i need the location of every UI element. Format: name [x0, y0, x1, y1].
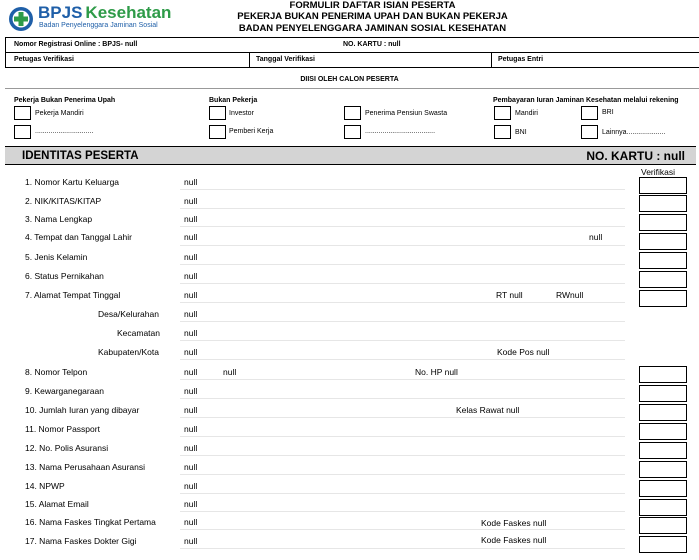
pekerja-mandiri-label: Pekerja Mandiri: [35, 110, 84, 117]
verifikasi-box[interactable]: [639, 271, 687, 288]
verifikasi-box[interactable]: [639, 536, 687, 553]
kelas-rawat-value: Kelas Rawat null: [456, 405, 520, 415]
verifikasi-box[interactable]: [639, 214, 687, 231]
field-value: null: [184, 386, 198, 396]
field-label: 9. Kewarganegaraan: [25, 386, 104, 396]
field-value: null: [184, 347, 198, 357]
lainnya-checkbox[interactable]: [581, 125, 598, 139]
field-value: null: [184, 290, 198, 300]
bukan-pekerja-title: Bukan Pekerja: [209, 97, 258, 104]
form-title-1: FORMULIR DAFTAR ISIAN PESERTA: [289, 0, 456, 11]
field-label: 12. No. Polis Asuransi: [25, 443, 109, 453]
pembayaran-title: Pembayaran Iuran Jaminan Kesehatan melalui rekening: [493, 97, 679, 104]
field-value: null: [184, 462, 198, 472]
tanggal-verifikasi-label: Tanggal Verifikasi: [256, 56, 316, 63]
hp-value: No. HP null: [415, 367, 458, 377]
verifikasi-box[interactable]: [639, 499, 687, 516]
lainnya-label: Lainnya....................: [602, 129, 666, 136]
bri-checkbox[interactable]: [581, 106, 598, 120]
field-value: null: [184, 252, 198, 262]
field-label: 1. Nomor Kartu Keluarga: [25, 177, 120, 187]
form-title-2: PEKERJA BUKAN PENERIMA UPAH DAN BUKAN PEKERJA: [237, 11, 508, 22]
registration-number: Nomor Registrasi Online : BPJS- null: [14, 41, 138, 48]
field-label: 17. Nama Faskes Dokter Gigi: [25, 536, 137, 546]
kode-faskes-value: Kode Faskes null: [481, 518, 547, 528]
petugas-verifikasi-label: Petugas Verifikasi: [14, 56, 74, 63]
identitas-kartu-number: NO. KARTU : null: [586, 149, 685, 163]
field-label: 5. Jenis Kelamin: [25, 252, 88, 262]
field-value: null: [184, 177, 198, 187]
field-value-2: null: [223, 367, 237, 377]
field-value: null: [184, 536, 198, 546]
verifikasi-box[interactable]: [639, 233, 687, 250]
field-label: 7. Alamat Tempat Tinggal: [25, 290, 121, 300]
form-title-3: BADAN PENYELENGGARA JAMINAN SOSIAL KESEHATAN: [238, 23, 507, 34]
field-value: null: [184, 196, 198, 206]
verifikasi-box[interactable]: [639, 480, 687, 497]
field-label: 6. Status Pernikahan: [25, 271, 104, 281]
field-label: 11. Nomor Passport: [25, 424, 100, 434]
verifikasi-box[interactable]: [639, 366, 687, 383]
pemberi-kerja-checkbox[interactable]: [209, 125, 226, 139]
bni-checkbox[interactable]: [494, 125, 511, 139]
bp-other-label: ....................................: [365, 128, 436, 135]
pensiun-swasta-label: Penerima Pensiun Swasta: [365, 110, 448, 117]
info-kartu-number: NO. KARTU : null: [343, 41, 401, 48]
field-value: null: [184, 367, 198, 377]
logo-subtitle: Badan Penyelenggara Jaminan Sosial: [39, 22, 158, 29]
field-label: 15. Alamat Email: [25, 499, 89, 509]
identitas-title: IDENTITAS PESERTA: [22, 150, 139, 162]
field-label: 13. Nama Perusahaan Asuransi: [25, 462, 146, 472]
section-note: DIISI OLEH CALON PESERTA: [300, 76, 399, 83]
field-label: 16. Nama Faskes Tingkat Pertama: [25, 517, 156, 527]
investor-label: Investor: [229, 110, 254, 117]
logo-brand-accent: Kesehatan: [85, 3, 172, 22]
verifikasi-box[interactable]: [639, 195, 687, 212]
verifikasi-box[interactable]: [639, 517, 687, 534]
verifikasi-column-label: Verifikasi: [641, 167, 676, 177]
field-value: null: [184, 517, 198, 527]
field-label: 4. Tempat dan Tanggal Lahir: [25, 232, 132, 242]
field-value: null: [184, 214, 198, 224]
verifikasi-box[interactable]: [639, 252, 687, 269]
field-value: null: [184, 271, 198, 281]
verifikasi-box[interactable]: [639, 423, 687, 440]
field-value: null: [184, 328, 198, 338]
rt-value: RT null: [496, 290, 523, 300]
field-value: null: [184, 499, 198, 509]
verifikasi-box[interactable]: [639, 442, 687, 459]
bri-label: BRI: [602, 109, 614, 116]
bni-label: BNI: [515, 129, 527, 136]
field-label: 2. NIK/KITAS/KITAP: [25, 196, 102, 206]
field-label: Desa/Kelurahan: [98, 309, 159, 319]
field-label: 8. Nomor Telpon: [25, 367, 88, 377]
mandiri-checkbox[interactable]: [494, 106, 511, 120]
field-value: null: [184, 405, 198, 415]
field-label: 10. Jumlah Iuran yang dibayar: [25, 405, 140, 415]
pbpu-title: Pekerja Bukan Penerima Upah: [14, 97, 116, 104]
field-value: null: [184, 481, 198, 491]
pemberi-kerja-label: Pemberi Kerja: [229, 128, 274, 135]
field-value: null: [184, 443, 198, 453]
verifikasi-box[interactable]: [639, 177, 687, 194]
identitas-header: [5, 146, 696, 165]
rw-value: RWnull: [556, 290, 584, 300]
pensiun-swasta-checkbox[interactable]: [344, 106, 361, 120]
investor-checkbox[interactable]: [209, 106, 226, 120]
verifikasi-box[interactable]: [639, 404, 687, 421]
field-value: null: [184, 309, 198, 319]
field-label: Kecamatan: [117, 328, 160, 338]
pbpu-other-label: ..............................: [35, 128, 94, 135]
field-label: 14. NPWP: [25, 481, 65, 491]
bp-other-checkbox[interactable]: [344, 125, 361, 139]
kode-faskes-value: Kode Faskes null: [481, 535, 547, 545]
field-label: Kabupaten/Kota: [98, 347, 159, 357]
logo: [6, 4, 206, 34]
pbpu-other-checkbox[interactable]: [14, 125, 31, 139]
field-label: 3. Nama Lengkap: [25, 214, 93, 224]
mandiri-label: Mandiri: [515, 110, 538, 117]
logo-brand-main: BPJS: [38, 3, 83, 22]
petugas-entri-label: Petugas Entri: [498, 56, 544, 63]
field-value: null: [184, 232, 198, 242]
kodepos-value: Kode Pos null: [497, 347, 550, 357]
bpjs-logo-icon: [8, 6, 34, 32]
verifikasi-box[interactable]: [639, 385, 687, 402]
verifikasi-box[interactable]: [639, 461, 687, 478]
field-value-date: null: [589, 232, 603, 242]
verifikasi-box[interactable]: [639, 290, 687, 307]
pekerja-mandiri-checkbox[interactable]: [14, 106, 31, 120]
info-bar: [5, 37, 699, 68]
field-value: null: [184, 424, 198, 434]
